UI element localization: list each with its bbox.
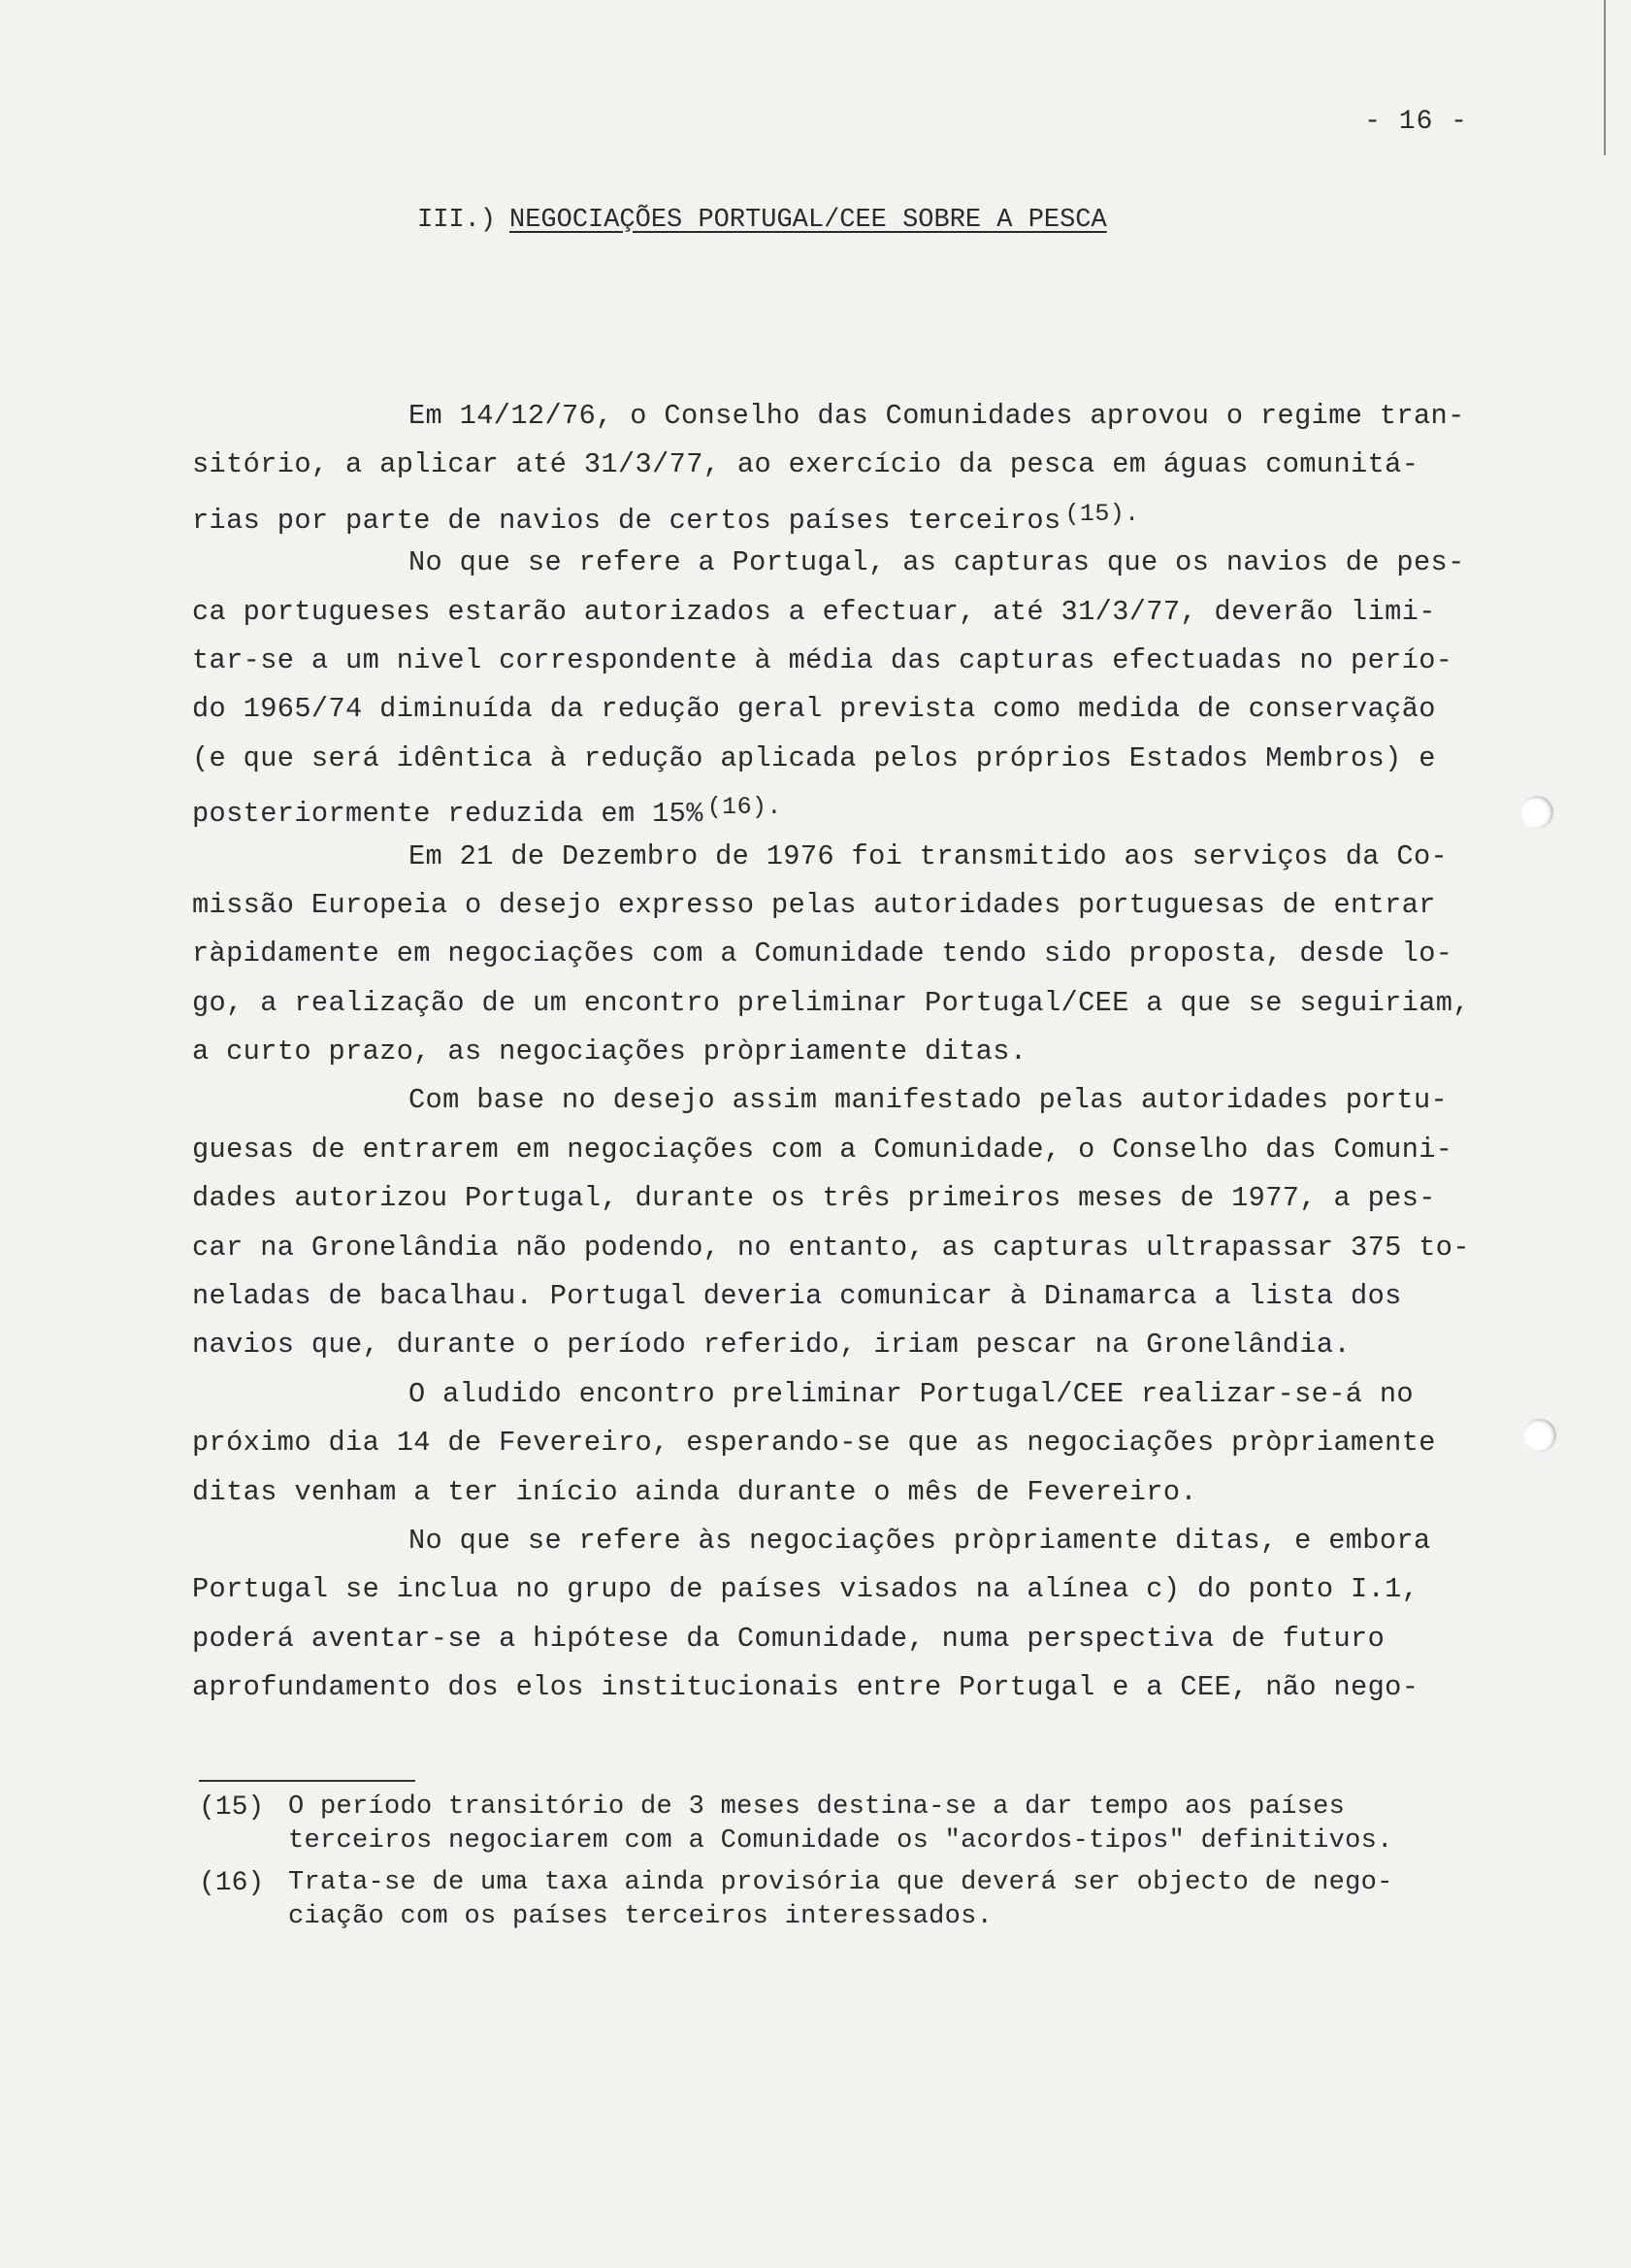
paragraph [192,392,1497,539]
text-line: Em 21 de Dezembro de 1976 foi transmitido aos serviços da Co- [408,839,1449,872]
footnote-ref-16: (16). [706,793,782,822]
text-line: neladas de bacalhau. Portugal deveria comunicar à Dinamarca a lista dos [192,1280,1402,1313]
text-line: ràpidamente em negociações com a Comunidade tendo sido proposta, desde lo- [192,937,1453,970]
text-line: dades autorizou Portugal, durante os três primeiros meses de 1977, a pes- [192,1182,1436,1215]
footnote-line: ciação com os países terceiros interessados. [288,1902,994,1931]
text-line: Em 14/12/76, o Conselho das Comunidades aprovou o regime tran- [408,400,1465,432]
footnote-line: Trata-se de uma taxa ainda provisória que deverá ser objecto de nego- [288,1868,1393,1897]
text-line [192,490,1497,539]
text-line: No que se refere às negociações pròpriamente ditas, e embora [408,1524,1431,1557]
paragraph [192,833,1497,1077]
text-line: navios que, durante o período referido, iriam pescar na Gronelândia. [192,1329,1352,1362]
paragraph [192,539,1497,832]
paragraph [192,1517,1497,1713]
punch-hole-lower [1523,1419,1556,1452]
text-line: próximo dia 14 de Fevereiro, esperando-se que as negociações pròpriamente [192,1427,1436,1460]
text-line [192,783,1497,832]
text-line: do 1965/74 diminuída da redução geral prevista como medida de conservação [192,693,1436,726]
text-line-content: rias por parte de navios de certos países terceiros [192,504,1061,537]
text-line: go, a realização de um encontro preliminar Portugal/CEE a que se seguiriam, [192,986,1470,1019]
text-line: sitório, a aplicar até 31/3/77, ao exercício da pesca em águas comunitá- [192,448,1419,481]
footnote-line: terceiros negociarem com a Comunidade os "acordos-tipos" definitivos. [288,1826,1393,1856]
text-line-content: posteriormente reduzida em 15% [192,798,703,831]
body-text [192,392,1497,1713]
text-line: missão Europeia o desejo expresso pelas autoridades portuguesas de entrar [192,888,1436,921]
page-number: - 16 - [1364,107,1468,137]
text-line: tar-se a um nivel correspondente à média das capturas efectuadas no perío- [192,643,1453,676]
footnote-divider [199,1780,415,1782]
footnote-marker: (15) [199,1792,265,1823]
paragraph [192,1370,1497,1517]
footnotes [199,1791,1518,1942]
paragraph [192,1076,1497,1369]
text-line: ca portugueses estarão autorizados a efectuar, até 31/3/77, deverão limi- [192,595,1436,628]
footnote-marker: (16) [199,1868,265,1898]
section-title: NEGOCIAÇÕES PORTUGAL/CEE SOBRE A PESCA [509,206,1107,235]
text-line: Portugal se inclua no grupo de países visados na alínea c) do ponto I.1, [192,1573,1419,1606]
text-line: car na Gronelândia não podendo, no entanto, as capturas ultrapassar 375 to- [192,1231,1470,1264]
section-numeral: III.) [417,206,497,235]
text-line: guesas de entrarem em negociações com a Comunidade, o Conselho das Comuni- [192,1133,1453,1166]
footnote-ref-15: (15). [1064,499,1140,528]
text-line: aprofundamento dos elos institucionais entre Portugal e a CEE, não nego- [192,1671,1419,1704]
text-line: No que se refere a Portugal, as capturas que os navios de pes- [408,546,1465,579]
footnote-line: O período transitório de 3 meses destina-se a dar tempo aos países [288,1792,1346,1822]
text-line: Com base no desejo assim manifestado pelas autoridades portu- [408,1084,1449,1117]
section-heading [417,206,1107,235]
text-line: a curto prazo, as negociações pròpriamente ditas. [192,1035,1028,1068]
text-line: ditas venham a ter início ainda durante o mês de Fevereiro. [192,1475,1197,1508]
footnote-16 [199,1866,1518,1934]
punch-hole-upper [1520,796,1553,829]
text-line: poderá aventar-se a hipótese da Comunidade, numa perspectiva de futuro [192,1622,1386,1655]
text-line: O aludido encontro preliminar Portugal/CEE realizar-se-á no [408,1377,1414,1410]
text-line: (e que será idêntica à redução aplicada pelos próprios Estados Membros) e [192,741,1436,774]
page-edge-line [1604,0,1606,155]
footnote-15 [199,1791,1518,1858]
